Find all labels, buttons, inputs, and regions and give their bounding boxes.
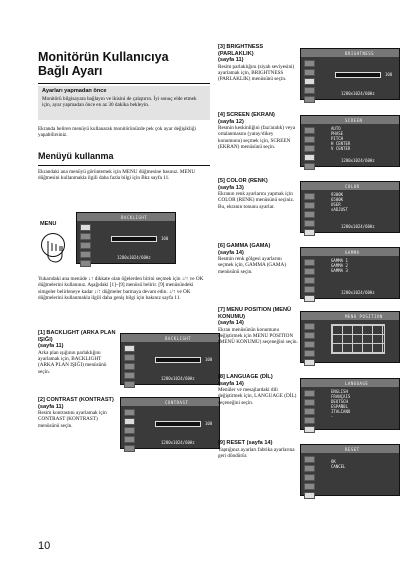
item-page: (sayfa 11)	[218, 57, 244, 64]
item-number: [9] RESET (sayfa 14)	[218, 440, 273, 446]
contrast-screen: CONTRAST 100 1280x1024/60Hz	[120, 397, 220, 449]
item-number: [5] COLOR (RENK)	[218, 178, 268, 184]
item-number: [7] MENU POSITION (MENÜ KONUMU)	[218, 307, 292, 320]
item-desc: Yaptığınız ayarları fabrika ayarlarına geri döndürür.	[218, 446, 295, 459]
item-number: [6] GAMMA (GAMA)	[218, 243, 271, 249]
item-desc: Resmin keskinliğini (faz/aralık) veya ortalanmasını (yatay/dikey konumunu) seçmek için, SCREEN (EKRAN) menüsünü seçin.	[218, 125, 296, 151]
item-number: [2] CONTRAST (KONTRAST)	[38, 397, 114, 403]
menu-nav-text: Yukarıdaki ana menüde ↓↑ dikkate olan öğelerden birini seçmek için ↓/↑ ve OK düğmelerini kullanınız. Aşağıdaki [1]~[9] menüsü belirir. [9] menüsündeki simgeler belirleneye kadar ↓/↑ düğmeler barmaya devam edin. ↓/↑ ve OK düğmelerini kullanmakla ilgili daha geniş bilgi için bakınız sayfa 11.	[38, 276, 204, 301]
item-number: [8] LANGUAGE (DİL)	[218, 374, 273, 380]
menu-label: MENU	[40, 221, 57, 227]
menu-position-screen: MENU POSITION	[300, 311, 400, 363]
item-desc: Resim parlaklığını (siyah seviyesini) ayarlamak için, BRIGHTNESS (PARLAKLIK) menüsünü seçin.	[218, 63, 295, 83]
menu-use-rule	[38, 165, 210, 166]
item-desc: Arka plan ışığının parlaklığını ayarlamak için, BACKLIGHT (ARKA PLAN IŞIĞI) menüsünü seçin.	[38, 349, 107, 375]
item-number: [3] BRIGHTNESS (PARLAKLIK)	[218, 44, 264, 57]
reset-screen: RESET OK CANCEL	[300, 444, 400, 496]
item-backlight	[38, 330, 118, 375]
item-page: (sayfa 14)	[218, 249, 244, 256]
item-brightness	[218, 44, 298, 83]
prep-heading: Ayarları yapmadan önce	[42, 88, 107, 94]
item-desc: Resmin renk gölgesi ayarlarını seçmek için, GAMMA (GAMA) menüsünü seçin.	[218, 256, 287, 275]
gamma-screen: GAMMA GAMMA 1 GAMMA 2 GAMMA 3 1280x1024/60Hz	[300, 247, 400, 299]
title-rule	[38, 83, 210, 84]
item-gamma	[218, 243, 298, 275]
page-number: 10	[38, 540, 51, 552]
item-color	[218, 178, 298, 210]
item-menu-position	[218, 307, 298, 346]
brightness-screen: BRIGHTNESS 100 1280x1024/60Hz	[300, 48, 400, 100]
backlight-screen: BACKLIGHT 100 1280x1024/60Hz	[120, 333, 220, 385]
item-page: (sayfa 12)	[218, 118, 244, 125]
position-grid	[331, 324, 385, 354]
screen-screen: SCREEN AUTO PHASE PITCH H CENTER V CENTER 1280x1024/60Hz	[300, 115, 400, 167]
item-page: (sayfa 14)	[218, 320, 244, 327]
item-reset	[218, 440, 298, 459]
color-screen: COLOR 9300K 6500K USER sADJUST 1280x1024/60Hz	[300, 181, 400, 233]
item-page: (sayfa 11)	[38, 403, 64, 410]
prep-text: Monitörü bilgisayara bağlayın ve ikisini de çalıştırın. İyi sonuç elde etmek için, ayar yapmadan önce en az 30 dakika bekleyin.	[42, 95, 197, 108]
page-title: Monitörün Kullanıcıya Bağlı Ayarı	[38, 50, 169, 78]
item-contrast	[38, 397, 118, 429]
item-page: (sayfa 14)	[218, 380, 244, 387]
item-desc: Ekran menüsünün konumunu değiştirmek için MENU POSITION (MENÜ KONUMU) seçeneğini seçin.	[218, 326, 298, 346]
menu-use-heading: Menüyü kullanma	[38, 151, 114, 161]
item-desc: Ekranın renk ayarlarını yapmak için COLOR (RENK) menüsünü seçiniz. Bu, ekranın tonunu ayarlar.	[218, 191, 295, 210]
menu-use-text: Ekrandaki ana menüyü görüntemek için MENU düğmesine basınız. MENU düğmesini kullanmakla ilgili daha fazla bilgi için Bkz sayfa 11.	[38, 169, 196, 182]
prep-note: Ekranda beliren menüyü kullanarak monitörünüzde pek çok ayar değişikliği yapabilirsiniz.	[38, 126, 196, 139]
item-language	[218, 374, 298, 406]
item-number: [4] SCREEN (EKRAN)	[218, 112, 275, 118]
item-screen	[218, 112, 298, 150]
item-desc: Resim kontrastını ayarlamak için CONTRAST (KONTRAST) menüsünü seçin.	[38, 410, 107, 429]
hand-icon	[38, 229, 68, 264]
item-number: [1] BACKLIGHT (ARKA PLAN IŞIĞI)	[38, 330, 116, 343]
item-page: (sayfa 13)	[218, 184, 244, 191]
language-screen: LANGUAGE ENGLISH FRANÇAIS DEUTSCH ESPAÑOL ITALIANO -	[300, 378, 400, 430]
item-desc: Menüler ve mesajlardaki dili değiştirmek için, LANGUAGE (DİL) seçeneğini seçin.	[218, 387, 297, 406]
prep-box	[38, 86, 210, 120]
menu-button-illustration	[38, 229, 68, 264]
item-page: (sayfa 11)	[38, 343, 64, 350]
